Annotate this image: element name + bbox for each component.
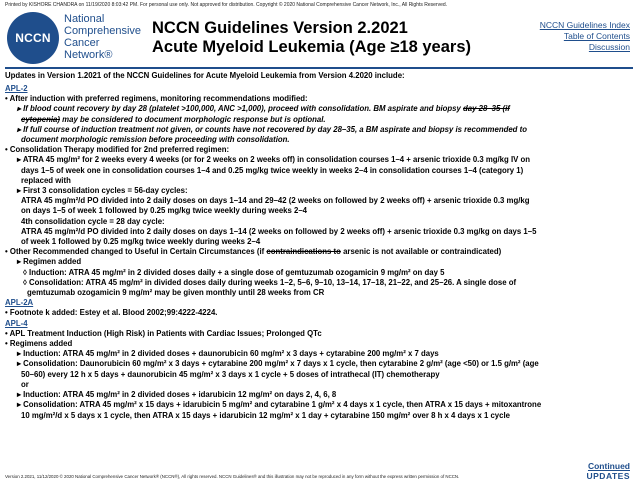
continuation: 4th consolidation cycle = 28 day cycle: [21, 216, 165, 226]
top-nav [540, 20, 630, 53]
updates-content [5, 84, 633, 421]
bullet: • Footnote k added: Estey et al. Blood 2002;99:4222-4224. [5, 308, 218, 318]
sub-bullet [9, 155, 633, 165]
logo-text: NCCN [15, 31, 51, 45]
sub-bullet [9, 104, 633, 114]
text: If full course of induction treatment not given, or counts have not recovered by day 28–35, a BM aspirate and biopsy is recommended to [23, 124, 527, 134]
text: arsenic is not available or contraindicated) [343, 247, 502, 257]
continuation: gemtuzumab ozogamicin 9 mg/m² may be given monthly until 28 weeks from CR [27, 288, 325, 298]
text: may be considered to document morphologic response but is optional. [62, 114, 326, 124]
header-divider [5, 67, 633, 69]
text: Regimen added [23, 257, 82, 267]
brand-line: Cancer [64, 37, 100, 49]
title-line-2: Acute Myeloid Leukemia (Age ≥18 years) [152, 38, 472, 56]
text: Induction: ATRA 45 mg/m² in 2 divided doses + daunorubicin 60 mg/m² x 3 days + cytarabine 200 mg/m² x 7 days [23, 349, 439, 359]
bullet: • Regimens added [5, 339, 73, 349]
brand-line: National [64, 13, 105, 25]
text: First 3 consolidation cycles = 56-day cycles: [23, 186, 188, 196]
continuation: days 1–5 of week one in consolidation courses 1–4 and 0.25 mg/kg twice weekly in weeks 2–4 in consolidation courses 1–4 (category 1) [21, 165, 524, 175]
text: Consolidation: ATRA 45 mg/m² in divided doses daily during weeks 1–2, 5–6, 9–10, 13–14, 17–18, 21–22, and 25–26. A single dose of [29, 277, 517, 287]
continued-link[interactable]: Continued [587, 461, 630, 471]
triangle-icon: ▸ [17, 155, 21, 165]
triangle-icon: ▸ [17, 124, 21, 134]
text: If blood count recovery by day 28 (platelet >100,000, ANC >1,000), proceed with consolidation. BM aspirate and biopsy [23, 104, 461, 114]
sub-bullet [9, 400, 633, 410]
sub-bullet [9, 349, 633, 359]
table-of-contents-link[interactable]: Table of Contents [563, 31, 630, 41]
triangle-icon: ▸ [17, 359, 21, 369]
brand-name [64, 13, 141, 61]
guidelines-index-link[interactable]: NCCN Guidelines Index [539, 20, 630, 30]
text: Induction: ATRA 45 mg/m² in 2 divided doses + idarubicin 12 mg/m² on days 2, 4, 6, 8 [23, 390, 337, 400]
triangle-icon: ▸ [17, 104, 21, 114]
updates-intro: Updates in Version 1.2021 of the NCCN Guidelines for Acute Myeloid Leukemia from Version 4.2020 include: [5, 71, 405, 80]
sub-bullet [9, 257, 633, 267]
page-title [152, 19, 471, 57]
continuation: of week 1 followed by 0.25 mg/kg twice weekly during weeks 2–4 [21, 237, 261, 247]
continuation: replaced with [21, 175, 71, 185]
diamond-icon: ◊ [23, 267, 27, 277]
nccn-logo [7, 12, 59, 64]
bullet: • Consolidation Therapy modified for 2nd preferred regimen: [5, 145, 230, 155]
section-link-apl-2a[interactable]: APL-2A [5, 298, 34, 308]
continuation: 50–60) every 12 h x 5 days + daunorubicin 45 mg/m² x 3 days x 1 cycle + 5 doses of intrathecal (IT) chemotherapy [21, 369, 440, 379]
continuation [9, 115, 633, 125]
bullet: • After induction with preferred regimens, monitoring recommendations modified: [5, 94, 308, 104]
continuation: ATRA 45 mg/m²/d PO divided into 2 daily doses on days 1–14 and 29–42 (2 weeks on followed by 2 weeks off) + arsenic trioxide 0.3 mg/kg [21, 196, 530, 206]
print-notice: Printed by KISHORE CHANDRA on 11/19/2020 8:03:42 PM. For personal use only. Not approved for distribution. Copyright © 2020 National Comprehensive Cancer Network, Inc., All Rights Reserved. [5, 2, 448, 8]
triangle-icon: ▸ [17, 186, 21, 196]
triangle-icon: ▸ [17, 400, 21, 410]
sub-bullet [9, 186, 633, 196]
continuation: ATRA 45 mg/m²/d PO divided into 2 daily doses on days 1–14 (2 weeks on followed by 2 weeks off) + arsenic trioxide 0.3 mg/kg on days 1–5 [21, 226, 537, 236]
sub-bullet [9, 390, 633, 400]
sub-bullet [9, 125, 633, 135]
continuation: on days 1–5 of week 1 followed by 0.25 mg/kg twice weekly during weeks 2–4 [21, 206, 307, 216]
bullet [5, 247, 633, 257]
triangle-icon: ▸ [17, 390, 21, 400]
text: ATRA 45 mg/m² for 2 weeks every 4 weeks (or for 2 weeks on 2 weeks off) in consolidation courses 1–4 + arsenic trioxide 0.3 mg/kg IV on [22, 155, 531, 165]
deleted-text: day 28–35 (if [463, 104, 510, 114]
sub-sub-bullet [9, 268, 633, 278]
brand-line: Network® [64, 49, 113, 61]
discussion-link[interactable]: Discussion [588, 42, 630, 52]
sub-sub-bullet [9, 278, 633, 288]
triangle-icon: ▸ [17, 257, 21, 267]
sub-bullet [9, 359, 633, 369]
text: • Other Recommended changed to Useful in Certain Circumstances (if [5, 247, 265, 257]
brand-line: Comprehensive [64, 25, 142, 37]
continued-nav [587, 461, 631, 481]
continuation: document morphologic remission before proceeding with consolidation. [21, 135, 290, 145]
continuation: or [21, 379, 29, 389]
updates-label: UPDATES [586, 471, 630, 481]
section-link-apl-4[interactable]: APL-4 [5, 318, 28, 328]
bullet: • APL Treatment Induction (High Risk) in Patients with Cardiac Issues; Prolonged QTc [5, 328, 322, 338]
deleted-text: cytopenia) [21, 114, 60, 124]
continuation: 10 mg/m²/d x 5 days x 1 cycle, then ATRA x 15 days + idarubicin 12 mg/m² x 1 day + cytarabine 150 mg/m² over 8 h x 4 days x 1 cycle [21, 410, 510, 420]
title-line-1: NCCN Guidelines Version 2.2021 [152, 19, 408, 37]
section-link-apl-2[interactable]: APL-2 [5, 84, 28, 93]
deleted-text: contraindications to [266, 247, 341, 257]
text: Consolidation: ATRA 45 mg/m² x 15 days + idarubicin 5 mg/m² and cytarabine 1 g/m² x 4 days x 1 cycle, then ATRA x 15 days + mitoxantrone [23, 400, 542, 410]
text: Consolidation: Daunorubicin 60 mg/m² x 3 days + cytarabine 200 mg/m² x 7 days x 1 cycle, then cytarabine 2 g/m² (age <50) or 1.5 g/m² (age [23, 359, 539, 369]
text: Induction: ATRA 45 mg/m² in 2 divided doses daily + a single dose of gemtuzumab ozogamicin 9 mg/m² on day 5 [29, 267, 445, 277]
copyright-footer: Version 2.2021, 11/12/2020 © 2020 National Comprehensive Cancer Network® (NCCN®), All rights reserved. NCCN Guidelines® and this illustration may not be reproduced in any form without the express written permission of NCCN. [5, 474, 460, 479]
triangle-icon: ▸ [17, 349, 21, 359]
diamond-icon: ◊ [23, 277, 27, 287]
